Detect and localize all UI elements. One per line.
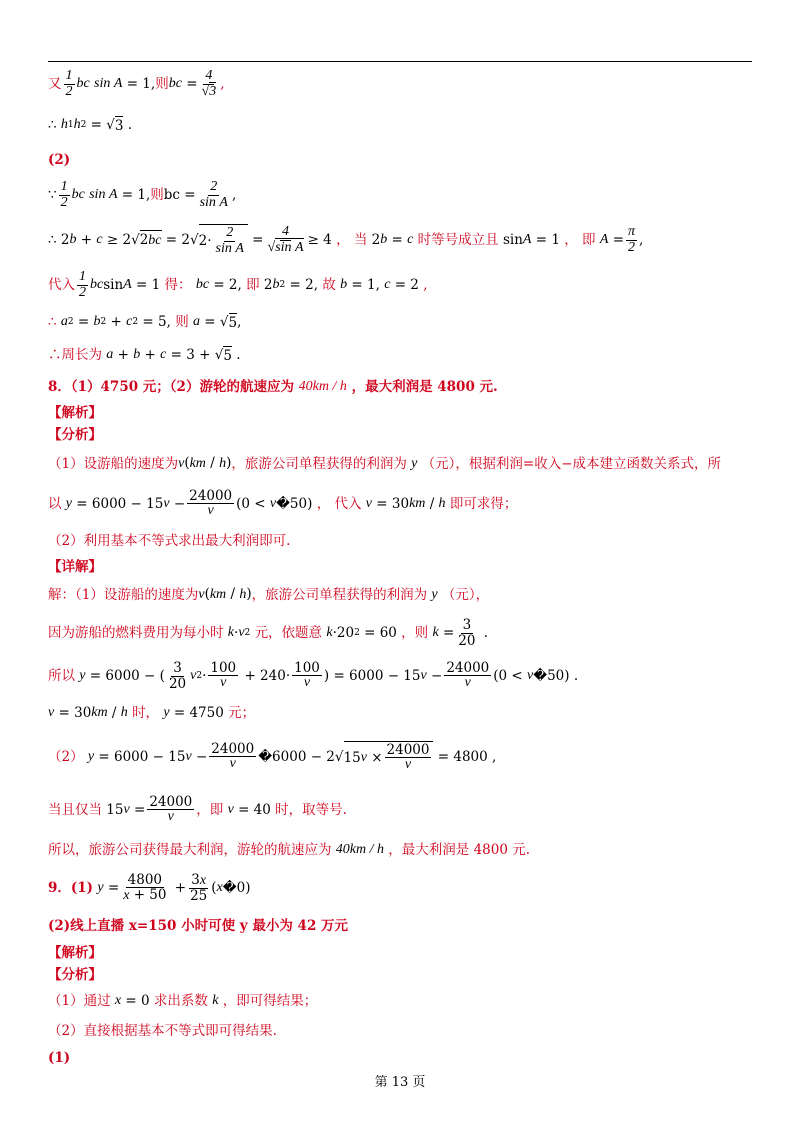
line-17: 因为游船的燃料费用为每小时 k · v 2 元，依题意 k ·20 2 = 60 ，则 k = $\frac{3}{20}$ .	[48, 617, 489, 649]
line-27: （1）通过 x = 0 求出系数 k ，即可得结果；	[48, 992, 318, 1009]
line-22: 所以，旅游公司获得最大利润，游轮的航速应为 40km / h ，最大利润是 4800 元.	[48, 841, 531, 858]
line-13: 以 y = 6000 − 15 v − $\frac{24000}{v}$ (0 < v �50) ， 代入 v = 30 km / h 即可求得；	[48, 488, 518, 519]
page-number: 第 13 页	[374, 1075, 426, 1090]
line-4: ∵ $\frac{1}{2}$ bc sin A = 1, 则 bc = $\frac{2}{\text{sin A}}$ ,	[48, 178, 237, 210]
line-25: 【解析】	[48, 944, 102, 961]
line-29: (1)	[48, 1049, 71, 1066]
line-12: （1）设游船的速度为 v (km / h) ，旅游公司单程获得的利润为 y （元），根据利润=收入−成本建立函数关系式，所	[48, 455, 722, 472]
line-26: 【分析】	[48, 966, 102, 983]
line-16: 解：（1）设游船的速度为 v (km / h) ，旅游公司单程获得的利润为 y （元），	[48, 586, 490, 603]
line-6: 代入 $\frac{1}{2}$ bc sin A = 1 得： bc = 2, 即 2 b 2 = 2, 故 b = 1, c = 2 ,	[48, 268, 428, 300]
line-20: （2） y = 6000 − 15 v − $\frac{24000}{v}$ �6000 − 2√ 15 v × $\frac{24000}{v}$ = 4800 ,	[48, 741, 497, 773]
line-11: 【分析】	[48, 426, 102, 443]
line-19: v = 30 km / h 时， y = 4750 元；	[48, 704, 256, 721]
line-2: ∴ h 1 h 2 = √ 3 .	[48, 116, 133, 134]
line-28: （2）直接根据基本不等式即可得结果.	[48, 1022, 277, 1039]
line-7: ∴ a 2 = b 2 + c 2 = 5, 则 a = √ 5 ,	[48, 313, 242, 331]
line-9: 8．（1）4750 元；（2）游轮的航速应为 40km / h ，最大利润是 4800 元.	[48, 378, 498, 395]
line-21: 当且仅当 15 v = $\frac{24000}{v}$ ，即 v = 40 时，取等号.	[48, 794, 347, 825]
line-1: 又 $\frac{1}{2}$ bc sin A = 1, 则 bc = $\frac{4}{√3}$ ,	[48, 67, 225, 99]
line-10: 【解析】	[48, 404, 102, 421]
line-14: （2）利用基本不等式求出最大利润即可.	[48, 532, 291, 549]
line-18: 所以 y = 6000 − ( $\frac{3}{20}$ v 2 · $\frac{100}{v}$ + 240· $\frac{100}{v}$ ) = 6000 − 15 v − $\frac{24000}{v}$ (0 < v �50) .	[48, 660, 579, 692]
line-3: (2)	[48, 151, 71, 168]
line-15: 【详解】	[48, 558, 102, 575]
line-24: (2)线上直播 x=150 小时可使 y 最小为 42 万元	[48, 917, 349, 934]
document-body	[48, 64, 752, 1070]
header-rule	[48, 61, 752, 62]
line-23: 9．(1) y = $\frac{4800}{x + 50}$ + $\frac{3x}{25}$ ( x �0)	[48, 871, 251, 905]
line-5: ∴ 2 b + c ≥ 2√ 2bc = 2√ 2· $\frac{2}{\text{sin A}}$ = $\frac{4}{\text{√sin A}}$ ≥ 4 ， 当 2 b = c 时等号成立且 sin A = 1 ， 即 A = $\frac{\pi}{2}$ ,	[48, 223, 644, 256]
line-8: ∴周长为 a + b + c = 3 + √ 5 .	[48, 346, 241, 364]
